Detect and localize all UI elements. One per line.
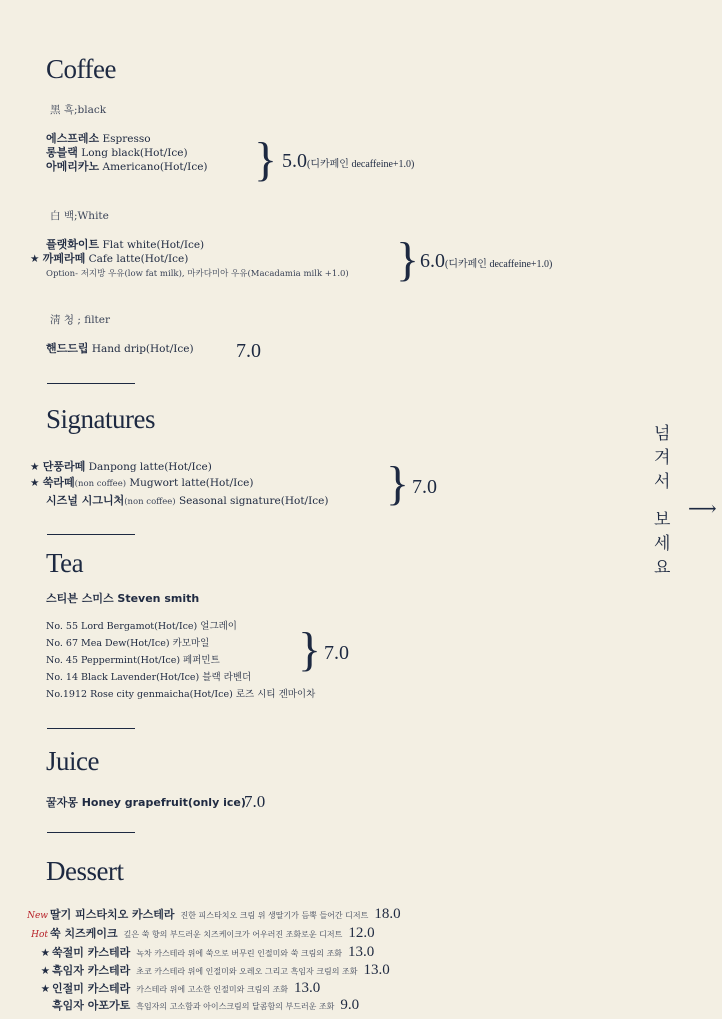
coffee-black-item: 롱블랙 Long black(Hot/Ice) <box>46 146 188 159</box>
white-price: 6.0(디카페인 decaffeine+1.0) <box>420 250 553 272</box>
white-label: 白 백;White <box>50 210 109 222</box>
tea-item: No. 55 Lord Bergamot(Hot/Ice) 얼그레이 <box>46 621 237 632</box>
divider <box>47 728 135 729</box>
turn-page-note <box>654 422 670 580</box>
tea-item: No. 67 Mea Dew(Hot/Ice) 카모마일 <box>46 638 210 649</box>
dessert-item: New 딸기 피스타치오 카스테라 진한 피스타치오 크림 위 생딸기가 듬뿍 들어간 디저트 18.0 <box>22 906 401 923</box>
milk-option: Option- 저지방 우유(low fat milk), 마카다미아 우유(Macadamia milk +1.0) <box>46 269 349 279</box>
star-icon: ★ <box>40 983 50 995</box>
juice-price: 7.0 <box>244 792 266 811</box>
dessert-item: ★ 흑임자 카스테라 초코 카스테라 위에 인절미와 오레오 그리고 흑임자 크림의 조화 13.0 <box>22 962 390 979</box>
coffee-black-item: 에스프레소 Espresso <box>46 132 151 145</box>
divider <box>47 534 135 535</box>
turn-page-char: 서 <box>654 472 671 492</box>
signature-item: ★ 쑥라떼(non coffee) Mugwort latte(Hot/Ice) <box>30 476 254 489</box>
star-icon: ★ <box>30 477 40 489</box>
turn-page-char: 겨 <box>654 448 671 468</box>
tea-title: Tea <box>46 548 84 578</box>
turn-page-char: 넘 <box>654 424 671 444</box>
brace: } <box>298 623 322 676</box>
filter-label: 淸 청 ; filter <box>50 314 111 326</box>
juice-title: Juice <box>46 746 99 776</box>
dessert-item: ★ 쑥절미 카스테라 녹차 카스테라 위에 쑥으로 버무린 인절미와 쑥 크림의 조화 13.0 <box>22 944 374 961</box>
divider <box>47 832 135 833</box>
new-badge: New <box>27 911 48 921</box>
star-icon: ★ <box>40 965 50 977</box>
brace: } <box>254 133 278 186</box>
dessert-item: ★ 인절미 카스테라 카스테라 위에 고소한 인절미와 크림의 조화 13.0 <box>22 980 320 997</box>
signature-item: 시즈널 시그니처(non coffee) Seasonal signature(Hot/Ice) <box>46 494 329 507</box>
signatures-title: Signatures <box>46 404 155 434</box>
coffee-title: Coffee <box>46 54 116 84</box>
tea-item: No.1912 Rose city genmaicha(Hot/Ice) 로즈 시티 겐마이차 <box>46 689 316 700</box>
hot-badge: Hot <box>31 930 48 940</box>
turn-page-char: 세 <box>654 534 671 554</box>
dessert-item: 흑임자 아포가토 흑임자의 고소함과 아이스크림의 달콤함의 부드러운 조화 9.0 <box>52 997 360 1013</box>
tea-price: 7.0 <box>324 642 349 664</box>
tea-brand: 스티븐 스미스 Steven smith <box>46 592 200 605</box>
juice-item: 꿀자몽 Honey grapefruit(only ice) <box>46 796 246 809</box>
coffee-white-item: 플랫화이트 Flat white(Hot/Ice) <box>46 238 205 251</box>
turn-page-char: 보 <box>654 510 671 530</box>
brace: } <box>396 233 420 286</box>
right-arrow-icon: ⟶ <box>688 496 717 520</box>
coffee-black-item: 아메리카노 Americano(Hot/Ice) <box>46 160 208 173</box>
brace: } <box>386 457 410 510</box>
filter-price: 7.0 <box>236 340 261 362</box>
dessert-item: Hot 쑥 치즈케이크 깊은 쑥 향의 부드러운 치즈케이크가 어우러진 조화로운 디저트 12.0 <box>22 925 375 942</box>
signatures-price: 7.0 <box>412 476 437 498</box>
black-price: 5.0(디카페인 decaffeine+1.0) <box>282 150 415 172</box>
divider <box>47 383 135 384</box>
black-label: 黑 흑;black <box>50 104 107 116</box>
coffee-white-item: ★ 까페라떼 Cafe latte(Hot/Ice) <box>30 252 189 265</box>
star-icon: ★ <box>40 947 50 959</box>
tea-item: No. 45 Peppermint(Hot/Ice) 페퍼민트 <box>46 655 220 666</box>
tea-item: No. 14 Black Lavender(Hot/Ice) 블랙 라벤더 <box>46 672 252 683</box>
signature-item: ★ 단풍라떼 Danpong latte(Hot/Ice) <box>30 460 212 473</box>
star-icon: ★ <box>30 461 40 473</box>
turn-page-char: 요 <box>654 558 671 578</box>
star-icon: ★ <box>30 253 40 265</box>
dessert-title: Dessert <box>46 856 124 886</box>
filter-item: 핸드드립 Hand drip(Hot/Ice) <box>46 342 194 355</box>
